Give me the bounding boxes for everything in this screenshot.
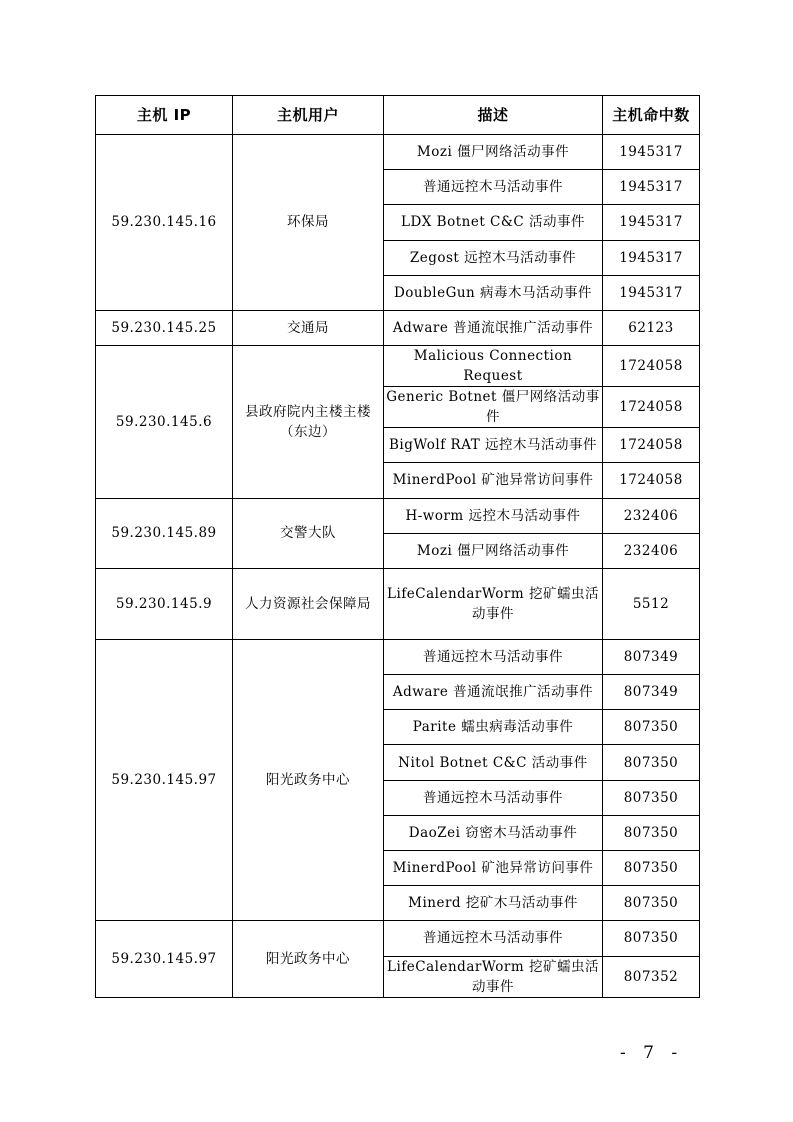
table-row xyxy=(96,921,700,956)
table-row xyxy=(96,310,700,345)
host-user-cell: 交通局 xyxy=(233,310,384,345)
description-cell: Zegost 远控木马活动事件 xyxy=(384,240,603,275)
table-row xyxy=(96,346,700,387)
host-hits-cell: 807349 xyxy=(603,639,700,674)
table-row xyxy=(96,568,700,639)
host-hits-cell: 1945317 xyxy=(603,170,700,205)
header-host-ip: 主机 IP xyxy=(96,96,233,135)
description-cell: Adware 普通流氓推广活动事件 xyxy=(384,310,603,345)
table-row xyxy=(96,639,700,674)
header-host-hits: 主机命中数 xyxy=(603,96,700,135)
host-ip-cell: 59.230.145.6 xyxy=(96,346,233,498)
host-hits-cell: 1724058 xyxy=(603,346,700,387)
description-cell: 普通远控木马活动事件 xyxy=(384,639,603,674)
host-hits-cell: 1945317 xyxy=(603,275,700,310)
description-cell: 普通远控木马活动事件 xyxy=(384,170,603,205)
description-cell: BigWolf RAT 远控木马活动事件 xyxy=(384,428,603,463)
host-ip-cell: 59.230.145.25 xyxy=(96,310,233,345)
host-hits-cell: 807350 xyxy=(603,851,700,886)
host-user-cell: 人力资源社会保障局 xyxy=(233,568,384,639)
host-ip-cell: 59.230.145.9 xyxy=(96,568,233,639)
host-hits-cell: 807352 xyxy=(603,956,700,997)
description-cell: Mozi 僵尸网络活动事件 xyxy=(384,135,603,170)
description-cell: Minerd 挖矿木马活动事件 xyxy=(384,886,603,921)
host-user-cell: 县政府院内主楼主楼（东边） xyxy=(233,346,384,498)
description-cell: LDX Botnet C&C 活动事件 xyxy=(384,205,603,240)
host-ip-cell: 59.230.145.97 xyxy=(96,921,233,997)
host-user-cell: 环保局 xyxy=(233,135,384,311)
host-hits-cell: 62123 xyxy=(603,310,700,345)
description-cell: 普通远控木马活动事件 xyxy=(384,921,603,956)
description-cell: Mozi 僵尸网络活动事件 xyxy=(384,533,603,568)
description-cell: DaoZei 窃密木马活动事件 xyxy=(384,815,603,850)
header-host-user: 主机用户 xyxy=(233,96,384,135)
host-hits-cell: 807349 xyxy=(603,675,700,710)
description-cell: Adware 普通流氓推广活动事件 xyxy=(384,675,603,710)
table-row xyxy=(96,135,700,170)
host-hits-cell: 1945317 xyxy=(603,240,700,275)
description-cell: LifeCalendarWorm 挖矿蠕虫活动事件 xyxy=(384,956,603,997)
host-hits-cell: 807350 xyxy=(603,815,700,850)
description-cell: Malicious Connection Request xyxy=(384,346,603,387)
host-hits-cell: 5512 xyxy=(603,568,700,639)
host-user-cell: 交警大队 xyxy=(233,498,384,568)
table-body xyxy=(96,135,700,998)
host-hits-cell: 807350 xyxy=(603,886,700,921)
host-hits-cell: 1724058 xyxy=(603,428,700,463)
host-ip-cell: 59.230.145.97 xyxy=(96,639,233,921)
host-hits-cell: 232406 xyxy=(603,533,700,568)
host-hits-cell: 1724058 xyxy=(603,463,700,498)
description-cell: Nitol Botnet C&C 活动事件 xyxy=(384,745,603,780)
header-row xyxy=(96,96,700,135)
host-hits-cell: 807350 xyxy=(603,745,700,780)
host-ip-cell: 59.230.145.16 xyxy=(96,135,233,311)
host-hits-cell: 807350 xyxy=(603,780,700,815)
host-ip-cell: 59.230.145.89 xyxy=(96,498,233,568)
description-cell: Generic Botnet 僵尸网络活动事件 xyxy=(384,387,603,428)
host-hits-cell: 1724058 xyxy=(603,387,700,428)
description-cell: MinerdPool 矿池异常访问事件 xyxy=(384,463,603,498)
host-hits-cell: 807350 xyxy=(603,710,700,745)
page-number: - 7 - xyxy=(620,1043,684,1063)
description-cell: H-worm 远控木马活动事件 xyxy=(384,498,603,533)
host-user-cell: 阳光政务中心 xyxy=(233,921,384,997)
table-row xyxy=(96,498,700,533)
description-cell: DoubleGun 病毒木马活动事件 xyxy=(384,275,603,310)
host-hits-cell: 1945317 xyxy=(603,205,700,240)
host-hits-cell: 232406 xyxy=(603,498,700,533)
description-cell: Parite 蠕虫病毒活动事件 xyxy=(384,710,603,745)
host-events-table xyxy=(95,95,700,998)
description-cell: MinerdPool 矿池异常访问事件 xyxy=(384,851,603,886)
host-hits-cell: 807350 xyxy=(603,921,700,956)
host-user-cell: 阳光政务中心 xyxy=(233,639,384,921)
host-hits-cell: 1945317 xyxy=(603,135,700,170)
table-header xyxy=(96,96,700,135)
description-cell: 普通远控木马活动事件 xyxy=(384,780,603,815)
header-description: 描述 xyxy=(384,96,603,135)
description-cell: LifeCalendarWorm 挖矿蠕虫活动事件 xyxy=(384,568,603,639)
